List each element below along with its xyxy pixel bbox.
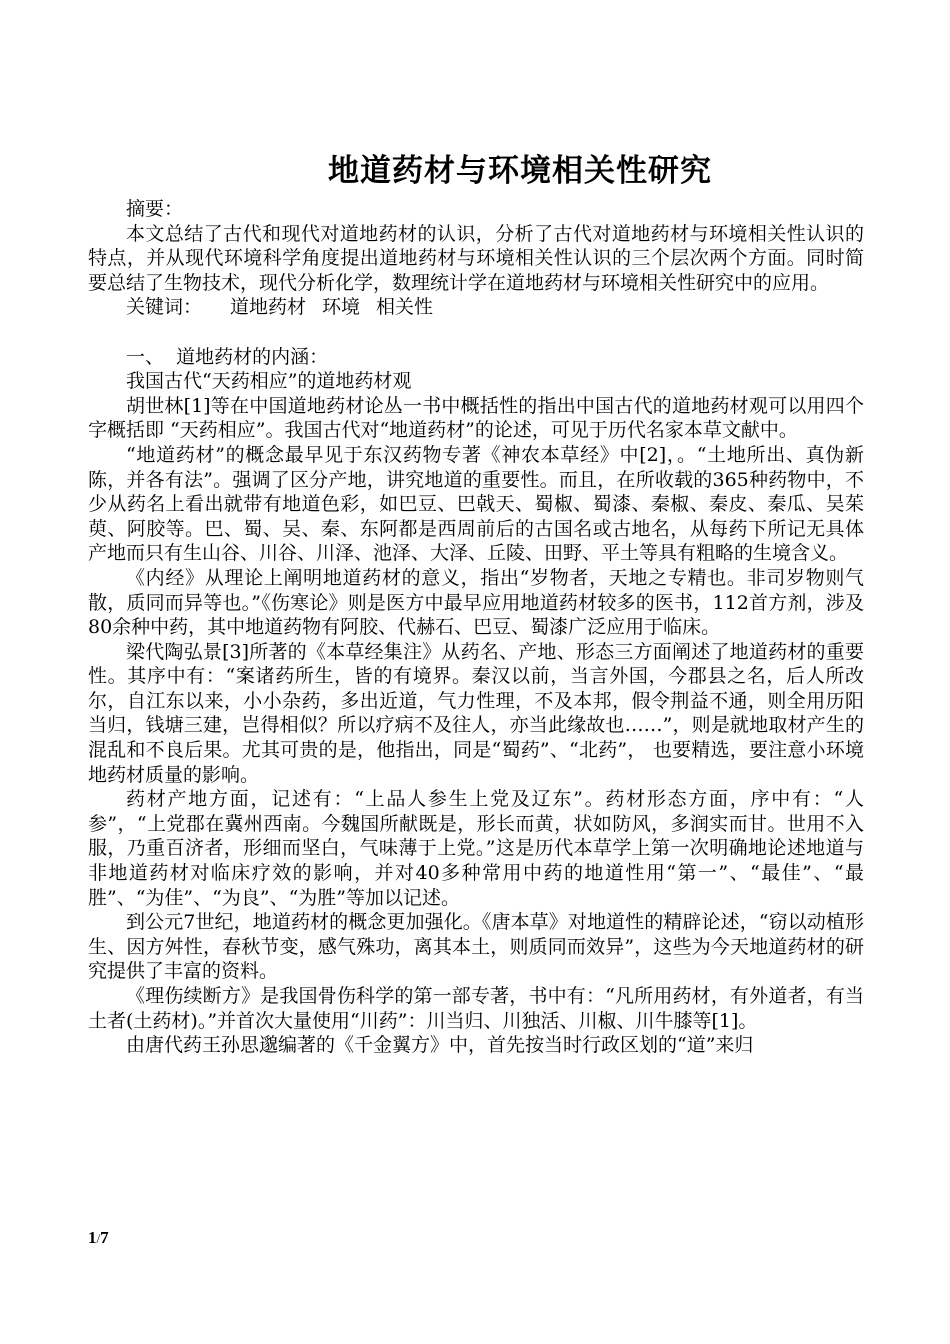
paragraph: 《理伤续断方》是我国骨伤科学的第一部专著，书中有：“凡所用药材，有外道者，有当土者(土药材)。”并首次大量使用“川药”：川当归、川独活、川椒、川牛膝等[1]。 (88, 985, 864, 1032)
document-title: 地道药材与环境相关性研究 (328, 152, 712, 189)
page-current: 1 (88, 1228, 97, 1247)
paragraph: 由唐代药王孙思邈编著的《千金翼方》中，首先按当时行政区划的“道”来归 (126, 1034, 754, 1057)
page-number (88, 1228, 109, 1248)
paragraph: 胡世林[1]等在中国道地药材论丛一书中概括性的指出中国古代的道地药材观可以用四个字概括即 “天药相应”。我国古代对“地道药材”的论述，可见于历代名家本草文献中。 (88, 394, 864, 442)
abstract-label: 摘要： (126, 198, 184, 220)
keyword: 相关性 (376, 296, 434, 319)
subheading: 我国古代“天药相应”的道地药材观 (126, 370, 412, 393)
keywords-label: 关键词： (126, 296, 203, 319)
page-separator: / (96, 1231, 101, 1246)
keywords-line (88, 295, 864, 320)
keyword: 环境 (322, 296, 361, 319)
paragraph: 药材产地方面，记述有：“上品人参生上党及辽东”。药材形态方面，序中有：“人参”，“上党郡在冀州西南。今魏国所献既是，形长而黄，状如防风，多润实而甘。世用不入服，乃重百济者，形细而坚白，气味薄于上党。”这是历代本草学上第一次明确地论述地道与非地道药材对临床疗效的影响，并对40多种常用中药的地道性用“第一”、“最佳”、“最胜”、“为佳”、“为良”、“为胜”等加以记述。 (88, 788, 864, 909)
paragraph: 到公元7世纪，地道药材的概念更加强化。《唐本草》对地道性的精辟论述，“窃以动植形生、因方舛性，春秋节变，感气殊功，离其本土，则质同而效异”，这些为今天地道药材的研究提供了丰富的资料。 (88, 911, 864, 983)
keyword: 道地药材 (230, 296, 307, 319)
section-heading: 一、 道地药材的内涵： (126, 345, 329, 368)
page-total: 7 (100, 1228, 109, 1247)
abstract-text: 本文总结了古代和现代对道地药材的认识，分析了古代对道地药材与环境相关性认识的特点，并从现代环境科学角度提出道地药材与环境相关性认识的三个层次两个方面。同时简要总结了生物技术，现代分析化学，数理统计学在道地药材与环境相关性研究中的应用。 (88, 222, 864, 294)
paragraph: “地道药材”的概念最早见于东汉药物专著《神农本草经》中[2]，。“土地所出、真伪新陈，并各有法”。强调了区分产地，讲究地道的重要性。而且，在所收载的365种药物中，不少从药名上看出就带有地道色彩，如巴豆、巴戟天、蜀椒、蜀漆、秦椒、秦皮、秦瓜、吴茱萸、阿胶等。巴、蜀、吴、秦、东阿都是西周前后的古国名或古地名，从每药下所记无具体产地而只有生山谷、川谷、川泽、池泽、大泽、丘陵、田野、平土等具有粗略的生境含义。 (88, 443, 864, 565)
document-body (88, 197, 864, 1058)
paragraph: 《内经》从理论上阐明地道药材的意义，指出“岁物者，天地之专精也。非司岁物则气散，质同而异等也。”《伤寒论》则是医方中最早应用地道药材较多的医书，112首方剂，涉及80余种中药，其中地道药物有阿胶、代赫石、巴豆、蜀漆广泛应用于临床。 (88, 566, 864, 639)
paragraph: 梁代陶弘景[3]所著的《本草经集注》从药名、产地、形态三方面阐述了地道药材的重要性。其序中有：“案诸药所生，皆的有境界。秦汉以前，当言外国，今郡县之名，后人所改尔，自江东以来，小小杂药，多出近道，气力性理，不及本邦，假令荆益不通，则全用历阳当归，钱塘三建，岂得相似？所以疗病不及往人，亦当此缘故也……”，则是就地取材产生的混乱和不良后果。尤其可贵的是，他指出，同是“蜀药”、“北药”， 也要精选，要注意小环境地药材质量的影响。 (88, 640, 864, 786)
